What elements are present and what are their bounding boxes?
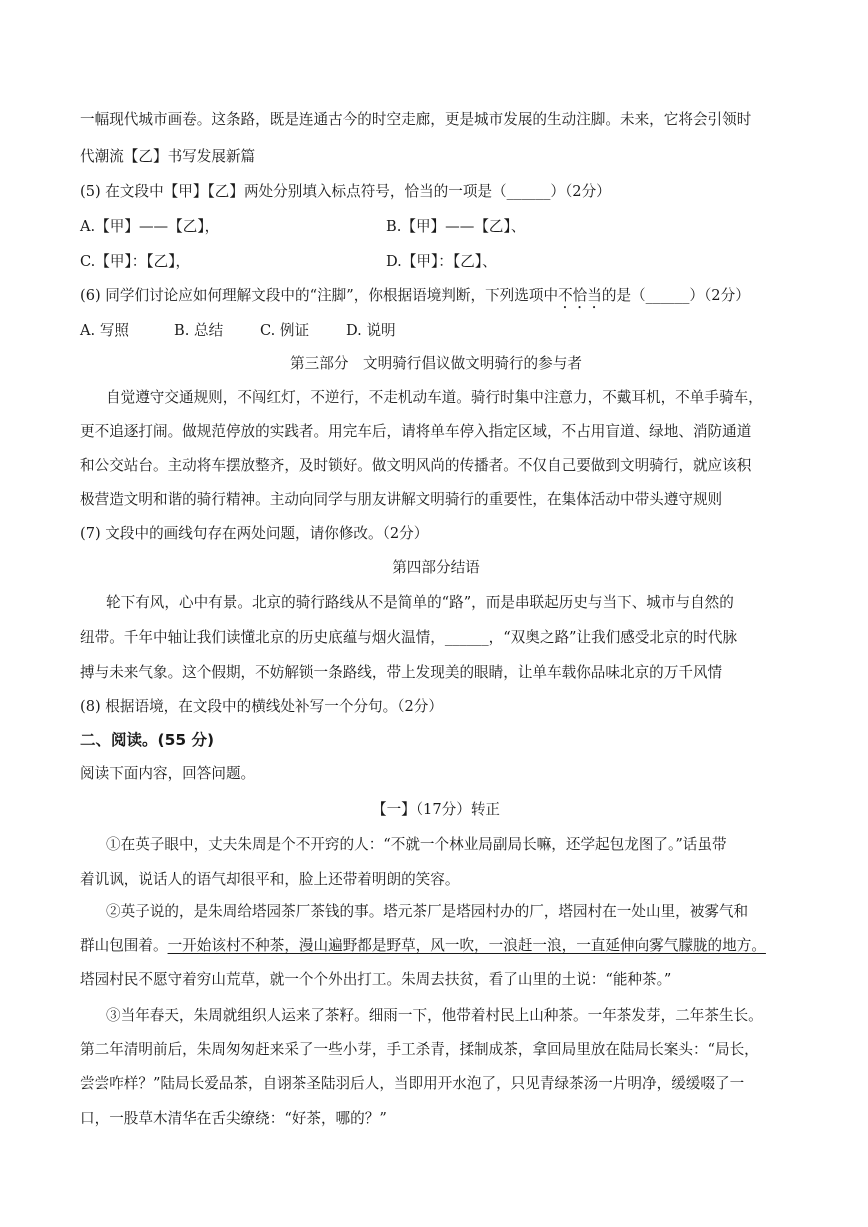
story-para-2-line-2-text: [80, 937, 766, 954]
question-8-stem: (8) 根据语境，在文段中的横线处补写一个分句。（2分）: [80, 698, 443, 715]
part3-heading: 第三部分 文明骑行倡议做文明骑行的参与者: [290, 355, 582, 372]
q6-option-c: C. 例证: [260, 322, 310, 339]
q5-option-a: A.【甲】——【乙】，: [80, 218, 220, 235]
section-2-instruction: 阅读下面内容，回答问题。: [80, 765, 256, 782]
underlined-sentence: 一开始该村不种茶，漫山遍野都是野草，风一吹，一浪赶一浪，一直延伸向雾气朦胧的地方。: [167, 937, 766, 954]
question-7-stem: (7) 文段中的画线句存在两处问题，请你修改。（2分）: [80, 525, 429, 542]
q6-stem-pre: (6) 同学们讨论应如何理解文段中的“注脚”，你根据语境判断，下列选项中: [80, 287, 559, 304]
part4-heading: 第四部分结语: [392, 559, 480, 576]
part4-para-line-3: 搏与未来气象。这个假期，不妨解锁一条路线，带上发现美的眼睛，让单车载你品味北京的万千风情: [80, 664, 723, 681]
story-para-2-line-3: 塔园村民不愿守着穷山荒草，就一个个外出打工。朱周去扶贫，看了山里的土说：“能种茶。”: [80, 971, 672, 988]
story-text-before-underline: 群山包围着。: [80, 937, 168, 954]
part3-para-line-3: 和公交站台。主动将车摆放整齐，及时锁好。做文明风尚的传播者。不仅自己要做到文明骑行，就应该积: [80, 457, 752, 474]
story-para-2-line-2: [80, 935, 792, 957]
story-para-1-line-1: ①在英子眼中，丈夫朱周是个不开窍的人：“不就一个林业局副局长嘛，还学起包龙图了。”话虽带: [106, 836, 727, 853]
part4-para-line-1: 轮下有风，心中有景。北京的骑行路线从不是简单的“路”，而是串联起历史与当下、城市与自然的: [106, 594, 734, 611]
story-para-3-line-3: 尝尝咋样？”陆局长爱品茶，自诩茶圣陆羽后人，当即用开水泡了，只见青绿茶汤一片明净，缓缓啜了一: [80, 1075, 745, 1092]
part3-para-line-4: 极营造文明和谐的骑行精神。主动向同学与朋友讲解文明骑行的重要性，在集体活动中带头遵守规则: [80, 491, 723, 508]
q5-option-c: C.【甲】：【乙】，: [80, 253, 191, 270]
story-para-2-line-1: ②英子说的，是朱周给塔园茶厂茶钱的事。塔元茶厂是塔园村办的厂，塔园村在一处山里，被雾气和: [106, 903, 749, 920]
q6-option-d: D. 说明: [346, 322, 396, 339]
question-5-stem: (5) 在文段中【甲】【乙】两处分别填入标点符号，恰当的一项是（______）（2分）: [80, 183, 611, 200]
part3-para-line-2: 更不追逐打闹。做规范停放的实践者。用完车后，请将单车停入指定区域，不占用盲道、绿地、消防通道: [80, 423, 752, 440]
story-para-3-line-2: 第二年清明前后，朱周匆匆赶来采了一些小芽，手工杀青，揉制成茶，拿回局里放在陆局长案头：“局长，: [80, 1041, 759, 1058]
story-para-3-line-1: ③当年春天，朱周就组织人运来了茶籽。细雨一下，他带着村民上山种茶。一年茶发芽，二年茶生长。: [106, 1007, 763, 1024]
q6-stem-post: 的是（______）（2分）: [601, 287, 750, 304]
q5-option-d: D.【甲】：【乙】、: [386, 253, 497, 270]
section-2-title: 二、阅读。(55 分): [80, 731, 215, 749]
passage-line-1: 一幅现代城市画卷。这条路，既是连通古今的时空走廊，更是城市发展的生动注脚。未来，它将会引领时: [80, 111, 752, 128]
part4-para-line-2: 纽带。千年中轴让我们读懂北京的历史底蕴与烟火温情，______，“双奥之路”让我们感受北京的时代脉: [80, 629, 738, 646]
q6-option-a: A. 写照: [80, 322, 130, 339]
passage-line-2: 代潮流【乙】书写发展新篇: [80, 148, 256, 165]
part3-para-line-1: 自觉遵守交通规则，不闯红灯，不逆行，不走机动车道。骑行时集中注意力，不戴耳机，不单手骑车，: [106, 389, 763, 406]
q5-option-b: B.【甲】——【乙】、: [386, 218, 526, 235]
story-para-1-line-2: 着讥讽，说话人的语气却很平和，脸上还带着明朗的笑容。: [80, 871, 460, 888]
story-para-3-line-4: 口，一股草木清华在舌尖缭绕：“好茶，哪的？”: [80, 1110, 387, 1127]
question-6-stem: [80, 285, 792, 312]
q6-option-b: B. 总结: [174, 322, 224, 339]
reading-1-heading: 【一】（17分）转正: [371, 801, 501, 818]
q6-stem-emphasis: 不恰当: [558, 287, 602, 304]
